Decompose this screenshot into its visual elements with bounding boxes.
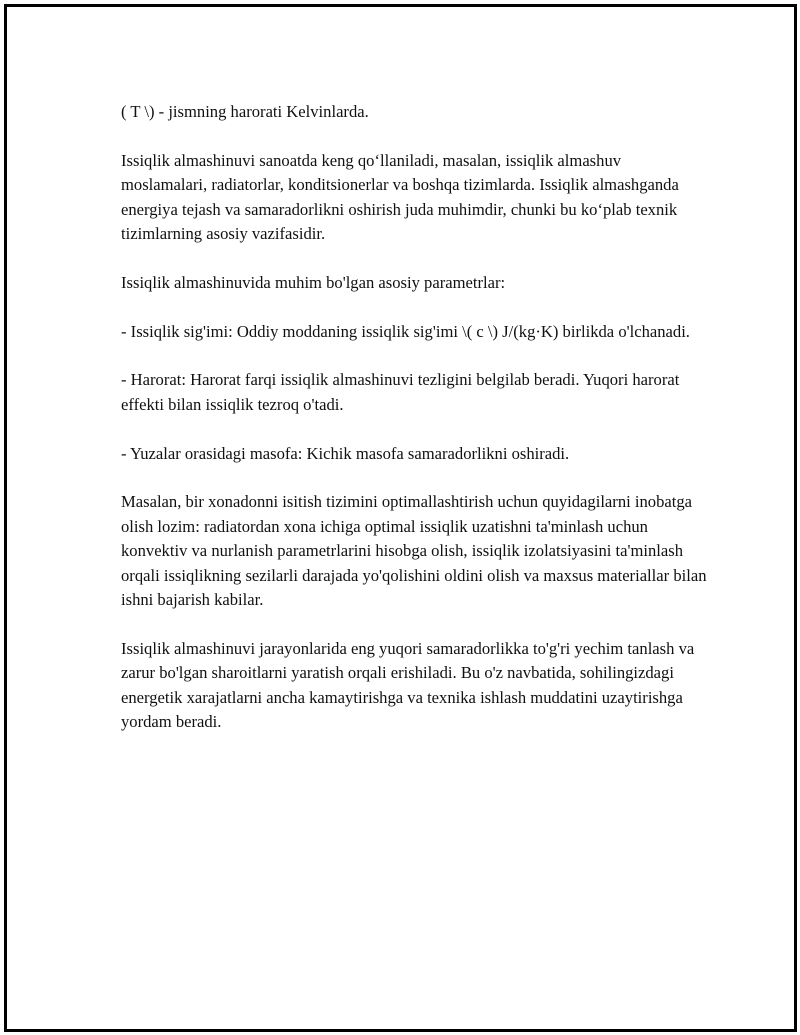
list-item-heat-capacity: - Issiqlik sig'imi: Oddiy moddaning issiqlik sig'imi \( c \) J/(kg·K) birlikda o'lchanadi.	[121, 321, 690, 341]
document-body	[121, 100, 711, 759]
paragraph-industrial-use: Issiqlik almashinuvi sanoatda keng qo‘llaniladi, masalan, issiqlik almashuv moslamalari, radiatorlar, konditsionerlar va boshqa tizimlarda. Issiqlik almashganda energiya tejash va samaradorlikni oshirish juda muhimdir, chunki bu ko‘plab texnik tizimlarning asosiy vazifasidir.	[121, 150, 679, 244]
paragraph-parameters-intro: Issiqlik almashinuvida muhim bo'lgan asosiy parametrlar:	[121, 272, 506, 292]
paragraph-heating-example: Masalan, bir xonadonni isitish tizimini optimallashtirish uchun quyidagilarni inobatga olish lozim: radiatordan xona ichiga optimal issiqlik uzatishni ta'minlash uchun konvektiv va nurlanish parametrlarini hisobga olish, issiqlik izolatsiyasini ta'minlash orqali issiqlikning sezilarli darajada yo'qolishini oldini olish va maxsus materiallar bilan ishni bajarish kabilar.	[121, 492, 707, 610]
paragraph-kelvin-definition: ( T \) - jismning harorati Kelvinlarda.	[121, 102, 369, 121]
paragraph-conclusion: Issiqlik almashinuvi jarayonlarida eng yuqori samaradorlikka to'g'ri yechim tanlash va zarur bo'lgan sharoitlarni yaratish orqali erishiladi. Bu o'z navbatida, sohilingizdagi energetik xarajatlarni ancha kamaytirishga va texnika ishlash muddatini uzaytirishga yordam beradi.	[121, 638, 695, 732]
document-page	[4, 4, 797, 1032]
list-item-surface-distance: - Yuzalar orasidagi masofa: Kichik masofa samaradorlikni oshiradi.	[121, 443, 570, 463]
list-item-temperature: - Harorat: Harorat farqi issiqlik almashinuvi tezligini belgilab beradi. Yuqori harorat effekti bilan issiqlik tezroq o'tadi.	[121, 370, 680, 414]
